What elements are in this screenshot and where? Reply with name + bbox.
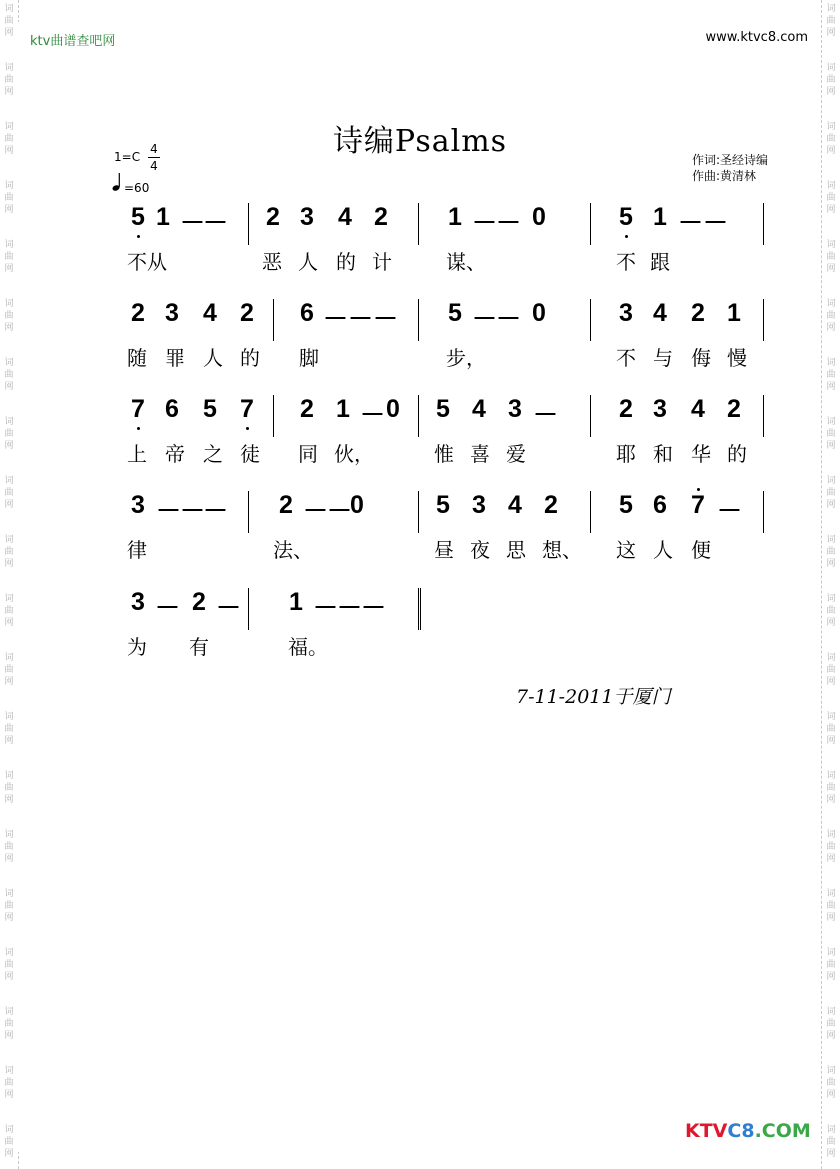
lyric: 这 — [616, 538, 636, 562]
watermark-char: 网 — [826, 677, 836, 687]
watermark-char: 词 — [826, 948, 836, 958]
note: － — [373, 305, 399, 333]
note: 1 — [653, 203, 667, 231]
watermark-char: 词 — [826, 181, 836, 191]
note: － — [155, 594, 181, 622]
watermark-char: 词 — [826, 240, 836, 250]
lyric: 谋、 — [446, 250, 486, 274]
watermark-char: 网 — [826, 205, 836, 215]
lyric: 的 — [240, 346, 260, 370]
watermark-char: 曲 — [826, 370, 836, 380]
watermark-char: 网 — [4, 264, 14, 274]
watermark-char: 曲 — [4, 1137, 14, 1147]
note: 2 — [131, 299, 145, 327]
bar-line — [248, 588, 249, 630]
watermark-char: 词 — [4, 948, 14, 958]
watermark-char: 网 — [826, 382, 836, 392]
note: 2 — [619, 395, 633, 423]
lyric: 伙， — [334, 442, 374, 466]
lyric: 喜 — [470, 442, 490, 466]
watermark-char: 词 — [4, 1125, 14, 1135]
time-signature-bottom: 4 — [148, 157, 160, 174]
watermark-char: 曲 — [4, 842, 14, 852]
watermark-char: 词 — [826, 417, 836, 427]
watermark-char: 曲 — [826, 75, 836, 85]
watermark-char: 网 — [826, 441, 836, 451]
note: 2 — [691, 299, 705, 327]
lyric: 的 — [727, 442, 747, 466]
watermark-char: 曲 — [4, 134, 14, 144]
note: 0 — [532, 203, 546, 231]
note: 4 — [653, 299, 667, 327]
note: － — [203, 497, 229, 525]
lyric: 跟 — [650, 250, 670, 274]
note: 2 — [192, 588, 206, 616]
watermark-char: 曲 — [4, 1019, 14, 1029]
watermark-char: 曲 — [826, 724, 836, 734]
bar-line — [763, 299, 764, 341]
watermark-char: 词 — [4, 122, 14, 132]
site-name-link[interactable]: ktv曲谱查吧网 — [30, 34, 116, 49]
watermark-char: 词 — [826, 299, 836, 309]
high-octave-dot — [697, 488, 700, 491]
lyric: 侮 — [691, 346, 711, 370]
watermark-char: 曲 — [4, 16, 14, 26]
watermark-char: 网 — [826, 323, 836, 333]
watermark-char: 网 — [4, 559, 14, 569]
watermark-char: 曲 — [4, 429, 14, 439]
watermark-char: 曲 — [826, 488, 836, 498]
note: 3 — [508, 395, 522, 423]
composer-credit: 作曲:黄清林 — [692, 169, 757, 183]
note: 4 — [508, 491, 522, 519]
note: － — [496, 209, 522, 237]
note: 5 — [436, 491, 450, 519]
watermark-char: 词 — [826, 889, 836, 899]
note: 3 — [300, 203, 314, 231]
watermark-char: 词 — [826, 4, 836, 14]
note: 4 — [472, 395, 486, 423]
watermark-char: 词 — [4, 653, 14, 663]
note: 2 — [374, 203, 388, 231]
note: － — [678, 209, 704, 237]
time-signature-top: 4 — [150, 142, 158, 156]
site-logo — [685, 1120, 811, 1142]
lyricist-credit: 作词:圣经诗编 — [692, 153, 769, 167]
note: － — [216, 594, 242, 622]
bar-line — [418, 491, 419, 533]
watermark-char: 网 — [4, 1090, 14, 1100]
note: 1 — [336, 395, 350, 423]
note: 2 — [266, 203, 280, 231]
note: 5 — [436, 395, 450, 423]
watermark-char: 网 — [826, 972, 836, 982]
lyric: 慢 — [727, 346, 747, 370]
bar-line — [590, 395, 591, 437]
lyric: 想、 — [542, 538, 582, 562]
bar-line — [418, 395, 419, 437]
watermark-char: 网 — [826, 854, 836, 864]
watermark-char: 词 — [4, 1066, 14, 1076]
note: － — [360, 401, 386, 429]
note: － — [156, 497, 182, 525]
watermark-char: 网 — [4, 1031, 14, 1041]
watermark-char: 网 — [4, 618, 14, 628]
watermark-char: 词 — [4, 181, 14, 191]
lyric: 帝 — [165, 442, 185, 466]
credits — [692, 152, 768, 184]
watermark-char: 词 — [826, 122, 836, 132]
note: 3 — [131, 491, 145, 519]
note: 5 — [448, 299, 462, 327]
watermark-char: 网 — [4, 500, 14, 510]
watermark-char: 词 — [826, 535, 836, 545]
watermark-char: 网 — [826, 736, 836, 746]
watermark-char: 词 — [4, 771, 14, 781]
watermark-char: 词 — [826, 1066, 836, 1076]
watermark-char: 词 — [4, 299, 14, 309]
note: 0 — [386, 395, 400, 423]
watermark-char: 词 — [4, 4, 14, 14]
watermark-char: 网 — [826, 146, 836, 156]
note: － — [348, 305, 374, 333]
lyric: 人 — [298, 250, 318, 274]
watermark-char: 网 — [4, 28, 14, 38]
watermark-char: 词 — [826, 63, 836, 73]
bar-line — [273, 299, 274, 341]
watermark-char: 词 — [826, 1007, 836, 1017]
final-bar-line — [418, 588, 423, 630]
lyric: 惟 — [434, 442, 454, 466]
bar-line — [763, 203, 764, 245]
watermark-char: 网 — [4, 795, 14, 805]
watermark-char: 曲 — [4, 193, 14, 203]
watermark-char: 词 — [4, 712, 14, 722]
note: 0 — [350, 491, 364, 519]
watermark-char: 曲 — [4, 783, 14, 793]
watermark-char: 网 — [826, 618, 836, 628]
watermark-char: 网 — [4, 146, 14, 156]
watermark-char: 网 — [4, 441, 14, 451]
watermark-char: 网 — [4, 736, 14, 746]
watermark-char: 网 — [826, 1149, 836, 1159]
lyric: 人 — [653, 538, 673, 562]
lyric: 人 — [203, 346, 223, 370]
lyric: 随 — [127, 346, 147, 370]
note: 7 — [240, 395, 254, 423]
watermark-char: 曲 — [4, 488, 14, 498]
lyric: 的 — [336, 250, 356, 274]
lyric: 爱 — [506, 442, 526, 466]
watermark-char: 词 — [4, 417, 14, 427]
lyric: 上 — [127, 442, 147, 466]
lyric: 不 — [616, 346, 636, 370]
watermark-char: 曲 — [826, 901, 836, 911]
low-octave-dot — [137, 235, 140, 238]
watermark-char: 词 — [4, 358, 14, 368]
note: － — [337, 594, 363, 622]
lyric: 恶 — [262, 250, 282, 274]
watermark-char: 网 — [4, 205, 14, 215]
watermark-char: 词 — [826, 712, 836, 722]
lyric: 法、 — [273, 538, 313, 562]
note: 1 — [727, 299, 741, 327]
watermark-char: 网 — [826, 87, 836, 97]
note: － — [203, 209, 229, 237]
watermark-char: 词 — [4, 240, 14, 250]
lyric: 有 — [189, 635, 209, 659]
watermark-char: 曲 — [826, 1137, 836, 1147]
note: 6 — [653, 491, 667, 519]
watermark-char: 曲 — [826, 547, 836, 557]
lyric: 与 — [653, 346, 673, 370]
watermark-char: 曲 — [826, 665, 836, 675]
watermark-char: 网 — [826, 1031, 836, 1041]
watermark-char: 曲 — [826, 16, 836, 26]
low-octave-dot — [625, 235, 628, 238]
watermark-char: 词 — [826, 771, 836, 781]
note: － — [533, 401, 559, 429]
watermark-char: 网 — [4, 913, 14, 923]
watermark-char: 词 — [826, 1125, 836, 1135]
note: － — [313, 594, 339, 622]
note: 3 — [131, 588, 145, 616]
score-line — [0, 491, 840, 571]
logo-part-2: C8 — [727, 1120, 755, 1142]
quarter-note-icon — [112, 172, 122, 192]
note: 6 — [165, 395, 179, 423]
bar-line — [763, 491, 764, 533]
watermark-char: 词 — [4, 889, 14, 899]
note: 4 — [691, 395, 705, 423]
low-octave-dot — [246, 427, 249, 430]
note: － — [180, 209, 206, 237]
bar-line — [763, 395, 764, 437]
watermark-char: 曲 — [4, 960, 14, 970]
note: 3 — [165, 299, 179, 327]
watermark-char: 曲 — [4, 311, 14, 321]
lyric: 和 — [653, 442, 673, 466]
watermark-char: 曲 — [4, 252, 14, 262]
key-signature: 1=C — [114, 150, 141, 164]
bar-line — [590, 299, 591, 341]
note: 2 — [240, 299, 254, 327]
watermark-char: 网 — [4, 677, 14, 687]
note: － — [361, 594, 387, 622]
note: － — [472, 209, 498, 237]
note: 4 — [338, 203, 352, 231]
lyric: 昼 — [434, 538, 454, 562]
watermark-char: 曲 — [826, 252, 836, 262]
note: 5 — [619, 491, 633, 519]
logo-part-1: KTV — [685, 1120, 728, 1142]
lyric: 之 — [203, 442, 223, 466]
note: － — [472, 305, 498, 333]
note: 2 — [727, 395, 741, 423]
composition-date: 7-11-2011于厦门 — [516, 686, 671, 708]
watermark-char: 网 — [826, 1090, 836, 1100]
note: 2 — [279, 491, 293, 519]
watermark-char: 词 — [826, 476, 836, 486]
bar-line — [590, 203, 591, 245]
watermark-char: 词 — [826, 358, 836, 368]
watermark-char: 词 — [826, 653, 836, 663]
watermark-char: 曲 — [4, 1078, 14, 1088]
note: － — [323, 305, 349, 333]
bar-line — [590, 491, 591, 533]
watermark-char: 曲 — [826, 193, 836, 203]
lyric: 徒 — [240, 442, 260, 466]
watermark-char: 曲 — [826, 960, 836, 970]
watermark-char: 网 — [826, 28, 836, 38]
note: 0 — [532, 299, 546, 327]
bar-line — [418, 299, 419, 341]
watermark-char: 曲 — [4, 75, 14, 85]
note: 1 — [448, 203, 462, 231]
note: 7 — [691, 491, 705, 519]
watermark-char: 词 — [4, 476, 14, 486]
lyric: 同 — [298, 442, 318, 466]
lyric: 华 — [691, 442, 711, 466]
note: 2 — [544, 491, 558, 519]
watermark-char: 网 — [4, 972, 14, 982]
watermark-char: 曲 — [826, 606, 836, 616]
watermark-char: 词 — [4, 63, 14, 73]
watermark-char: 词 — [4, 594, 14, 604]
watermark-char: 曲 — [4, 665, 14, 675]
watermark-char: 网 — [4, 382, 14, 392]
watermark-char: 词 — [826, 830, 836, 840]
lyric: 耶 — [616, 442, 636, 466]
note: － — [717, 497, 743, 525]
note: 6 — [300, 299, 314, 327]
bar-line — [418, 203, 419, 245]
lyric: 便 — [691, 538, 711, 562]
note: － — [496, 305, 522, 333]
watermark-char: 网 — [4, 1149, 14, 1159]
watermark-char: 网 — [826, 795, 836, 805]
song-title: 诗编Psalms — [332, 124, 508, 159]
note: 5 — [203, 395, 217, 423]
watermark-char: 网 — [826, 500, 836, 510]
right-margin-watermark — [821, 0, 840, 1169]
watermark-char: 曲 — [826, 1019, 836, 1029]
low-octave-dot — [137, 427, 140, 430]
watermark-char: 曲 — [826, 311, 836, 321]
note: 3 — [619, 299, 633, 327]
lyric: 不从 — [127, 250, 167, 274]
note: 1 — [289, 588, 303, 616]
watermark-char: 词 — [4, 830, 14, 840]
lyric: 罪 — [165, 346, 185, 370]
lyric: 不 — [616, 250, 636, 274]
tempo-marking: =60 — [124, 181, 150, 195]
note: 2 — [300, 395, 314, 423]
watermark-char: 网 — [826, 913, 836, 923]
lyric: 步， — [446, 346, 486, 370]
watermark-char: 词 — [826, 594, 836, 604]
watermark-char: 曲 — [826, 783, 836, 793]
score-line — [0, 203, 840, 283]
watermark-char: 曲 — [4, 370, 14, 380]
note: 5 — [619, 203, 633, 231]
lyric: 脚 — [299, 346, 319, 370]
lyric: 为 — [127, 635, 147, 659]
note: 7 — [131, 395, 145, 423]
watermark-char: 网 — [4, 854, 14, 864]
site-url-link[interactable]: www.ktvc8.com — [705, 30, 808, 45]
score-line — [0, 588, 840, 668]
watermark-char: 曲 — [4, 606, 14, 616]
bar-line — [248, 491, 249, 533]
watermark-char: 曲 — [826, 1078, 836, 1088]
watermark-char: 网 — [4, 323, 14, 333]
note: 1 — [156, 203, 170, 231]
watermark-char: 曲 — [4, 724, 14, 734]
lyric: 夜 — [470, 538, 490, 562]
note: 4 — [203, 299, 217, 327]
score-line — [0, 395, 840, 475]
note: 3 — [472, 491, 486, 519]
watermark-char: 词 — [4, 535, 14, 545]
watermark-char: 曲 — [826, 134, 836, 144]
lyric: 思 — [506, 538, 526, 562]
note: － — [703, 209, 729, 237]
watermark-char: 曲 — [4, 901, 14, 911]
note: － — [327, 497, 353, 525]
watermark-char: 网 — [4, 87, 14, 97]
time-signature — [148, 141, 160, 174]
bar-line — [248, 203, 249, 245]
watermark-char: 曲 — [826, 842, 836, 852]
lyric: 律 — [127, 538, 147, 562]
note: 3 — [653, 395, 667, 423]
lyric: 福。 — [288, 635, 328, 659]
logo-part-3: .COM — [754, 1120, 811, 1142]
watermark-char: 曲 — [826, 429, 836, 439]
watermark-char: 网 — [826, 264, 836, 274]
note: － — [180, 497, 206, 525]
watermark-char: 网 — [826, 559, 836, 569]
score-line — [0, 299, 840, 379]
left-margin-watermark — [0, 0, 19, 1169]
note: － — [303, 497, 329, 525]
bar-line — [273, 395, 274, 437]
watermark-char: 曲 — [4, 547, 14, 557]
note: 5 — [131, 203, 145, 231]
lyric: 计 — [372, 250, 392, 274]
watermark-char: 词 — [4, 1007, 14, 1017]
